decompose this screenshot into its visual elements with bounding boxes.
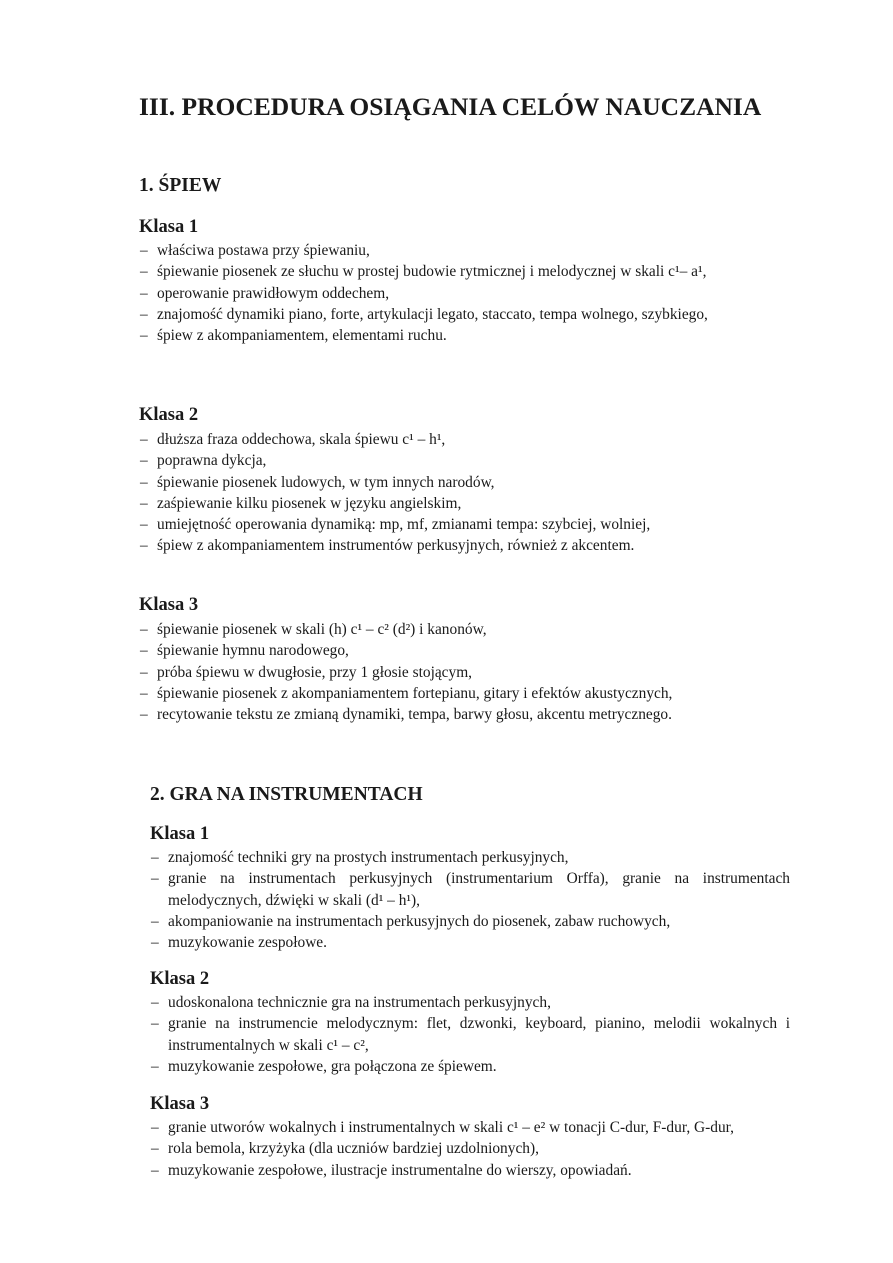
class-heading: Klasa 1	[139, 217, 199, 237]
list-item: – umiejętność operowania dynamiką: mp, mf, zmianami tempa: szybciej, wolniej,	[139, 514, 755, 535]
list-item: – recytowanie tekstu ze zmianą dynamiki, tempa, barwy głosu, akcentu metrycznego.	[139, 704, 755, 725]
list-item: – śpiew z akompaniamentem, elementami ruchu.	[139, 325, 755, 346]
list-item: – śpiewanie piosenek z akompaniamentem fortepianu, gitary i efektów akustycznych,	[139, 683, 755, 704]
class-heading: Klasa 1	[150, 824, 210, 844]
list-item: – granie na instrumentach perkusyjnych (instrumentarium Orffa), granie na instrumentach melodycznych, dźwięki w skali (d¹ – h¹),	[150, 868, 790, 911]
list-item: – śpiewanie hymnu narodowego,	[139, 640, 755, 661]
list-item: – muzykowanie zespołowe.	[150, 932, 790, 953]
list-item: – właściwa postawa przy śpiewaniu,	[139, 240, 755, 261]
list-item: – znajomość dynamiki piano, forte, artykulacji legato, staccato, tempa wolnego, szybkiego,	[139, 304, 755, 325]
item-list	[150, 992, 790, 1077]
list-item: – próba śpiewu w dwugłosie, przy 1 głosie stojącym,	[139, 662, 755, 683]
list-item: – muzykowanie zespołowe, gra połączona ze śpiewem.	[150, 1056, 790, 1077]
item-list	[139, 619, 755, 725]
list-item: – zaśpiewanie kilku piosenek w języku angielskim,	[139, 493, 755, 514]
list-item: – granie utworów wokalnych i instrumentalnych w skali c¹ – e² w tonacji C-dur, F-dur, G-dur,	[150, 1117, 790, 1138]
list-item: – śpiewanie piosenek ze słuchu w prostej budowie rytmicznej i melodycznej w skali c¹– a¹,	[139, 261, 755, 282]
list-item: – dłuższa fraza oddechowa, skala śpiewu c¹ – h¹,	[139, 429, 755, 450]
class-heading: Klasa 3	[139, 595, 199, 615]
list-item: – śpiewanie piosenek w skali (h) c¹ – c² (d²) i kanonów,	[139, 619, 755, 640]
section-heading-spiew: 1. ŚPIEW	[139, 175, 222, 196]
list-item: – operowanie prawidłowym oddechem,	[139, 283, 755, 304]
section-heading-gra: 2. GRA NA INSTRUMENTACH	[150, 784, 423, 805]
list-item: – udoskonalona technicznie gra na instrumentach perkusyjnych,	[150, 992, 790, 1013]
page-title: III. PROCEDURA OSIĄGANIA CELÓW NAUCZANIA	[139, 92, 762, 121]
class-heading: Klasa 3	[150, 1094, 210, 1114]
item-list	[150, 847, 790, 953]
item-list	[139, 429, 755, 557]
list-item: – śpiew z akompaniamentem instrumentów perkusyjnych, również z akcentem.	[139, 535, 755, 556]
item-list	[139, 240, 755, 346]
class-heading: Klasa 2	[139, 405, 199, 425]
list-item: – znajomość techniki gry na prostych instrumentach perkusyjnych,	[150, 847, 790, 868]
list-item: – granie na instrumencie melodycznym: flet, dzwonki, keyboard, pianino, melodii wokalnych i instrumentalnych w skali c¹ – c²,	[150, 1013, 790, 1056]
list-item: – akompaniowanie na instrumentach perkusyjnych do piosenek, zabaw ruchowych,	[150, 911, 790, 932]
item-list	[150, 1117, 790, 1181]
list-item: – rola bemola, krzyżyka (dla uczniów bardziej uzdolnionych),	[150, 1138, 790, 1159]
list-item: – śpiewanie piosenek ludowych, w tym innych narodów,	[139, 472, 755, 493]
class-heading: Klasa 2	[150, 969, 210, 989]
list-item: – muzykowanie zespołowe, ilustracje instrumentalne do wierszy, opowiadań.	[150, 1160, 790, 1181]
list-item: – poprawna dykcja,	[139, 450, 755, 471]
